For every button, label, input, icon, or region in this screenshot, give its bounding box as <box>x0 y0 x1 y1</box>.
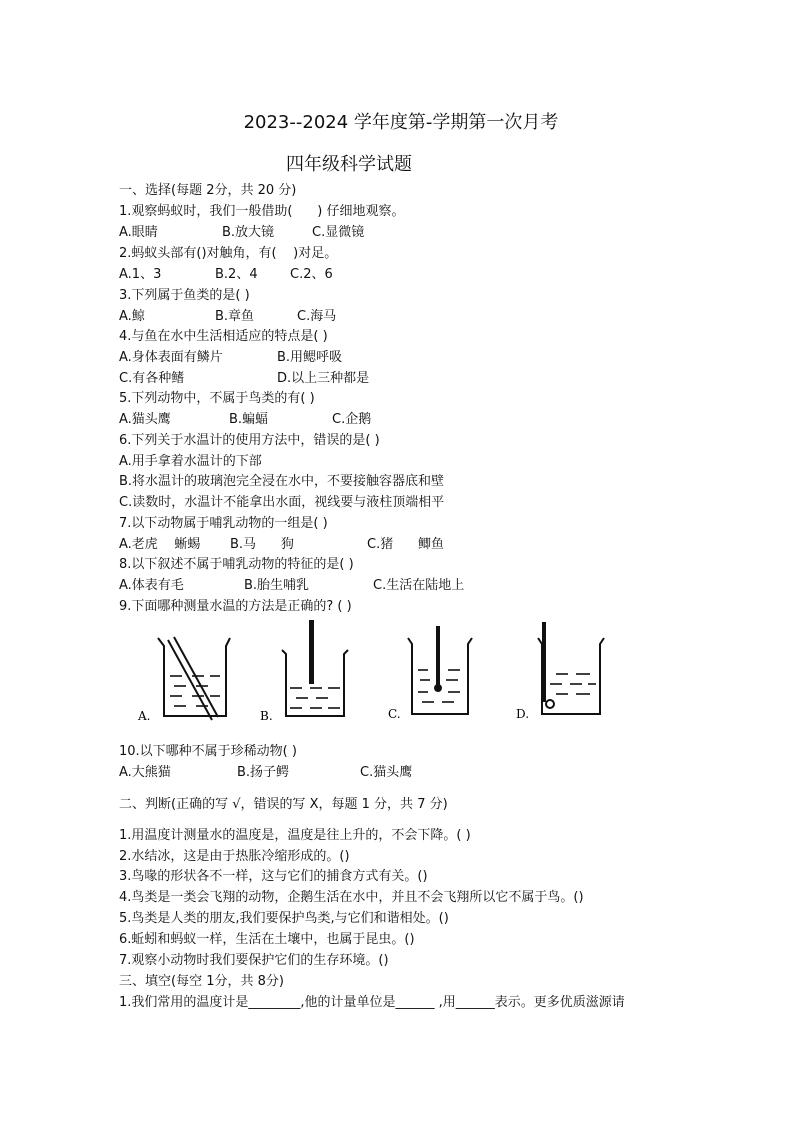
question-6: 6.下列关于水温计的使用方法中，错误的是( ) <box>119 433 380 448</box>
beaker-d <box>538 622 604 714</box>
option: B.放大镜 <box>222 225 275 240</box>
section1-heading: 一、选择(每题 2分，共 20 分) <box>119 183 297 198</box>
section3-heading: 三、填空(每空 1分，共 8分) <box>119 974 284 989</box>
option: C.显微镜 <box>312 225 365 240</box>
judge-item-6: 6.蚯蚓和蚂蚁一样，生活在土壤中，也属于昆虫。() <box>119 932 415 947</box>
fill-question-1: 1.我们常用的温度计是________,他的计量单位是______ ,用______表示。更多优质滋源请 <box>119 995 625 1010</box>
question-10: 10.以下哪种不属于珍稀动物( ) <box>119 744 297 759</box>
option: D.以上三种都是 <box>277 371 370 386</box>
option: C.猫头鹰 <box>360 765 413 780</box>
option: B.蝙蝠 <box>229 412 269 427</box>
option: A.身体表面有鳞片 <box>119 350 223 365</box>
option: A.眼睛 <box>119 225 158 240</box>
beaker-a <box>158 637 230 720</box>
question-4: 4.与鱼在水中生活相适应的特点是( ) <box>119 329 328 344</box>
question-3: 3.下列属于鱼类的是( ) <box>119 288 250 303</box>
question-6-option-c: C.读数时，水温计不能拿出水面，视线要与液柱顶端相平 <box>119 495 445 510</box>
option: C.企鹅 <box>332 412 372 427</box>
question-6-option-a: A.用手拿着水温计的下部 <box>119 454 262 469</box>
question-7: 7.以下动物属于哺乳动物的一组是( ) <box>119 516 328 531</box>
option: B.章鱼 <box>215 309 255 324</box>
option: B.用鳃呼吸 <box>277 350 343 365</box>
question-5: 5.下列动物中，不属于鸟类的有( ) <box>119 391 315 406</box>
figure-label-d: D. <box>516 707 530 721</box>
option: B.2、4 <box>215 267 258 282</box>
option: B.马 狗 <box>230 537 294 552</box>
beaker-b <box>282 620 348 716</box>
option: A.猫头鹰 <box>119 412 171 427</box>
figure-label-b: B. <box>260 709 273 723</box>
judge-item-7: 7.观察小动物时我们要保护它们的生存环境。() <box>119 953 389 968</box>
option: A.大熊猫 <box>119 765 171 780</box>
question-1: 1.观察蚂蚁时，我们一般借助( ) 仔细地观察。 <box>119 204 405 219</box>
option: B.胎生哺乳 <box>244 578 310 593</box>
question-8: 8.以下叙述不属于哺乳动物的特征的是( ) <box>119 557 354 572</box>
option: C.2、6 <box>290 267 333 282</box>
question-2: 2.蚂蚁头部有()对触角，有( )对足。 <box>119 246 338 261</box>
option: C.海马 <box>297 309 337 324</box>
beaker-c <box>408 626 472 714</box>
option: C.生活在陆地上 <box>373 578 465 593</box>
option: C.有各种鳍 <box>119 371 185 386</box>
option: A.鲸 <box>119 309 145 324</box>
option: B.扬子鳄 <box>237 765 290 780</box>
judge-item-5: 5.鸟类是人类的朋友,我们要保护鸟类,与它们和谐相处。() <box>119 911 449 926</box>
question-9: 9.下面哪种测量水温的方法是正确的? ( ) <box>119 599 352 614</box>
option: C.猪 鲫鱼 <box>367 537 445 552</box>
option: A.老虎 蜥蜴 <box>119 537 201 552</box>
beaker-diagrams <box>130 618 610 728</box>
exam-title: 2023--2024 学年度第-学期第一次月考 <box>243 112 559 133</box>
judge-item-1: 1.用温度计测量水的温度是，温度是往上升的，不会下降。( ) <box>119 828 471 843</box>
judge-item-3: 3.鸟喙的形状各不一样，这与它们的捕食方式有关。() <box>119 869 428 884</box>
figure-label-c: C. <box>388 707 401 721</box>
option: A.体表有毛 <box>119 578 184 593</box>
figure-label-a: A. <box>138 709 151 723</box>
option: A.1、3 <box>119 267 162 282</box>
judge-item-2: 2.水结冰，这是由于热胀冷缩形成的。() <box>119 849 350 864</box>
judge-item-4: 4.鸟类是一类会飞翔的动物，企鹅生活在水中，并且不会飞翔所以它不属于鸟。() <box>119 890 584 905</box>
question-6-option-b: B.将水温计的玻璃泡完全浸在水中，不要接触容器底和壁 <box>119 474 445 489</box>
thermometer-figure <box>130 618 610 728</box>
exam-subtitle: 四年级科学试题 <box>286 154 412 175</box>
section2-heading: 二、判断(正确的写 √，错误的写 X，每题 1 分，共 7 分) <box>119 797 448 812</box>
